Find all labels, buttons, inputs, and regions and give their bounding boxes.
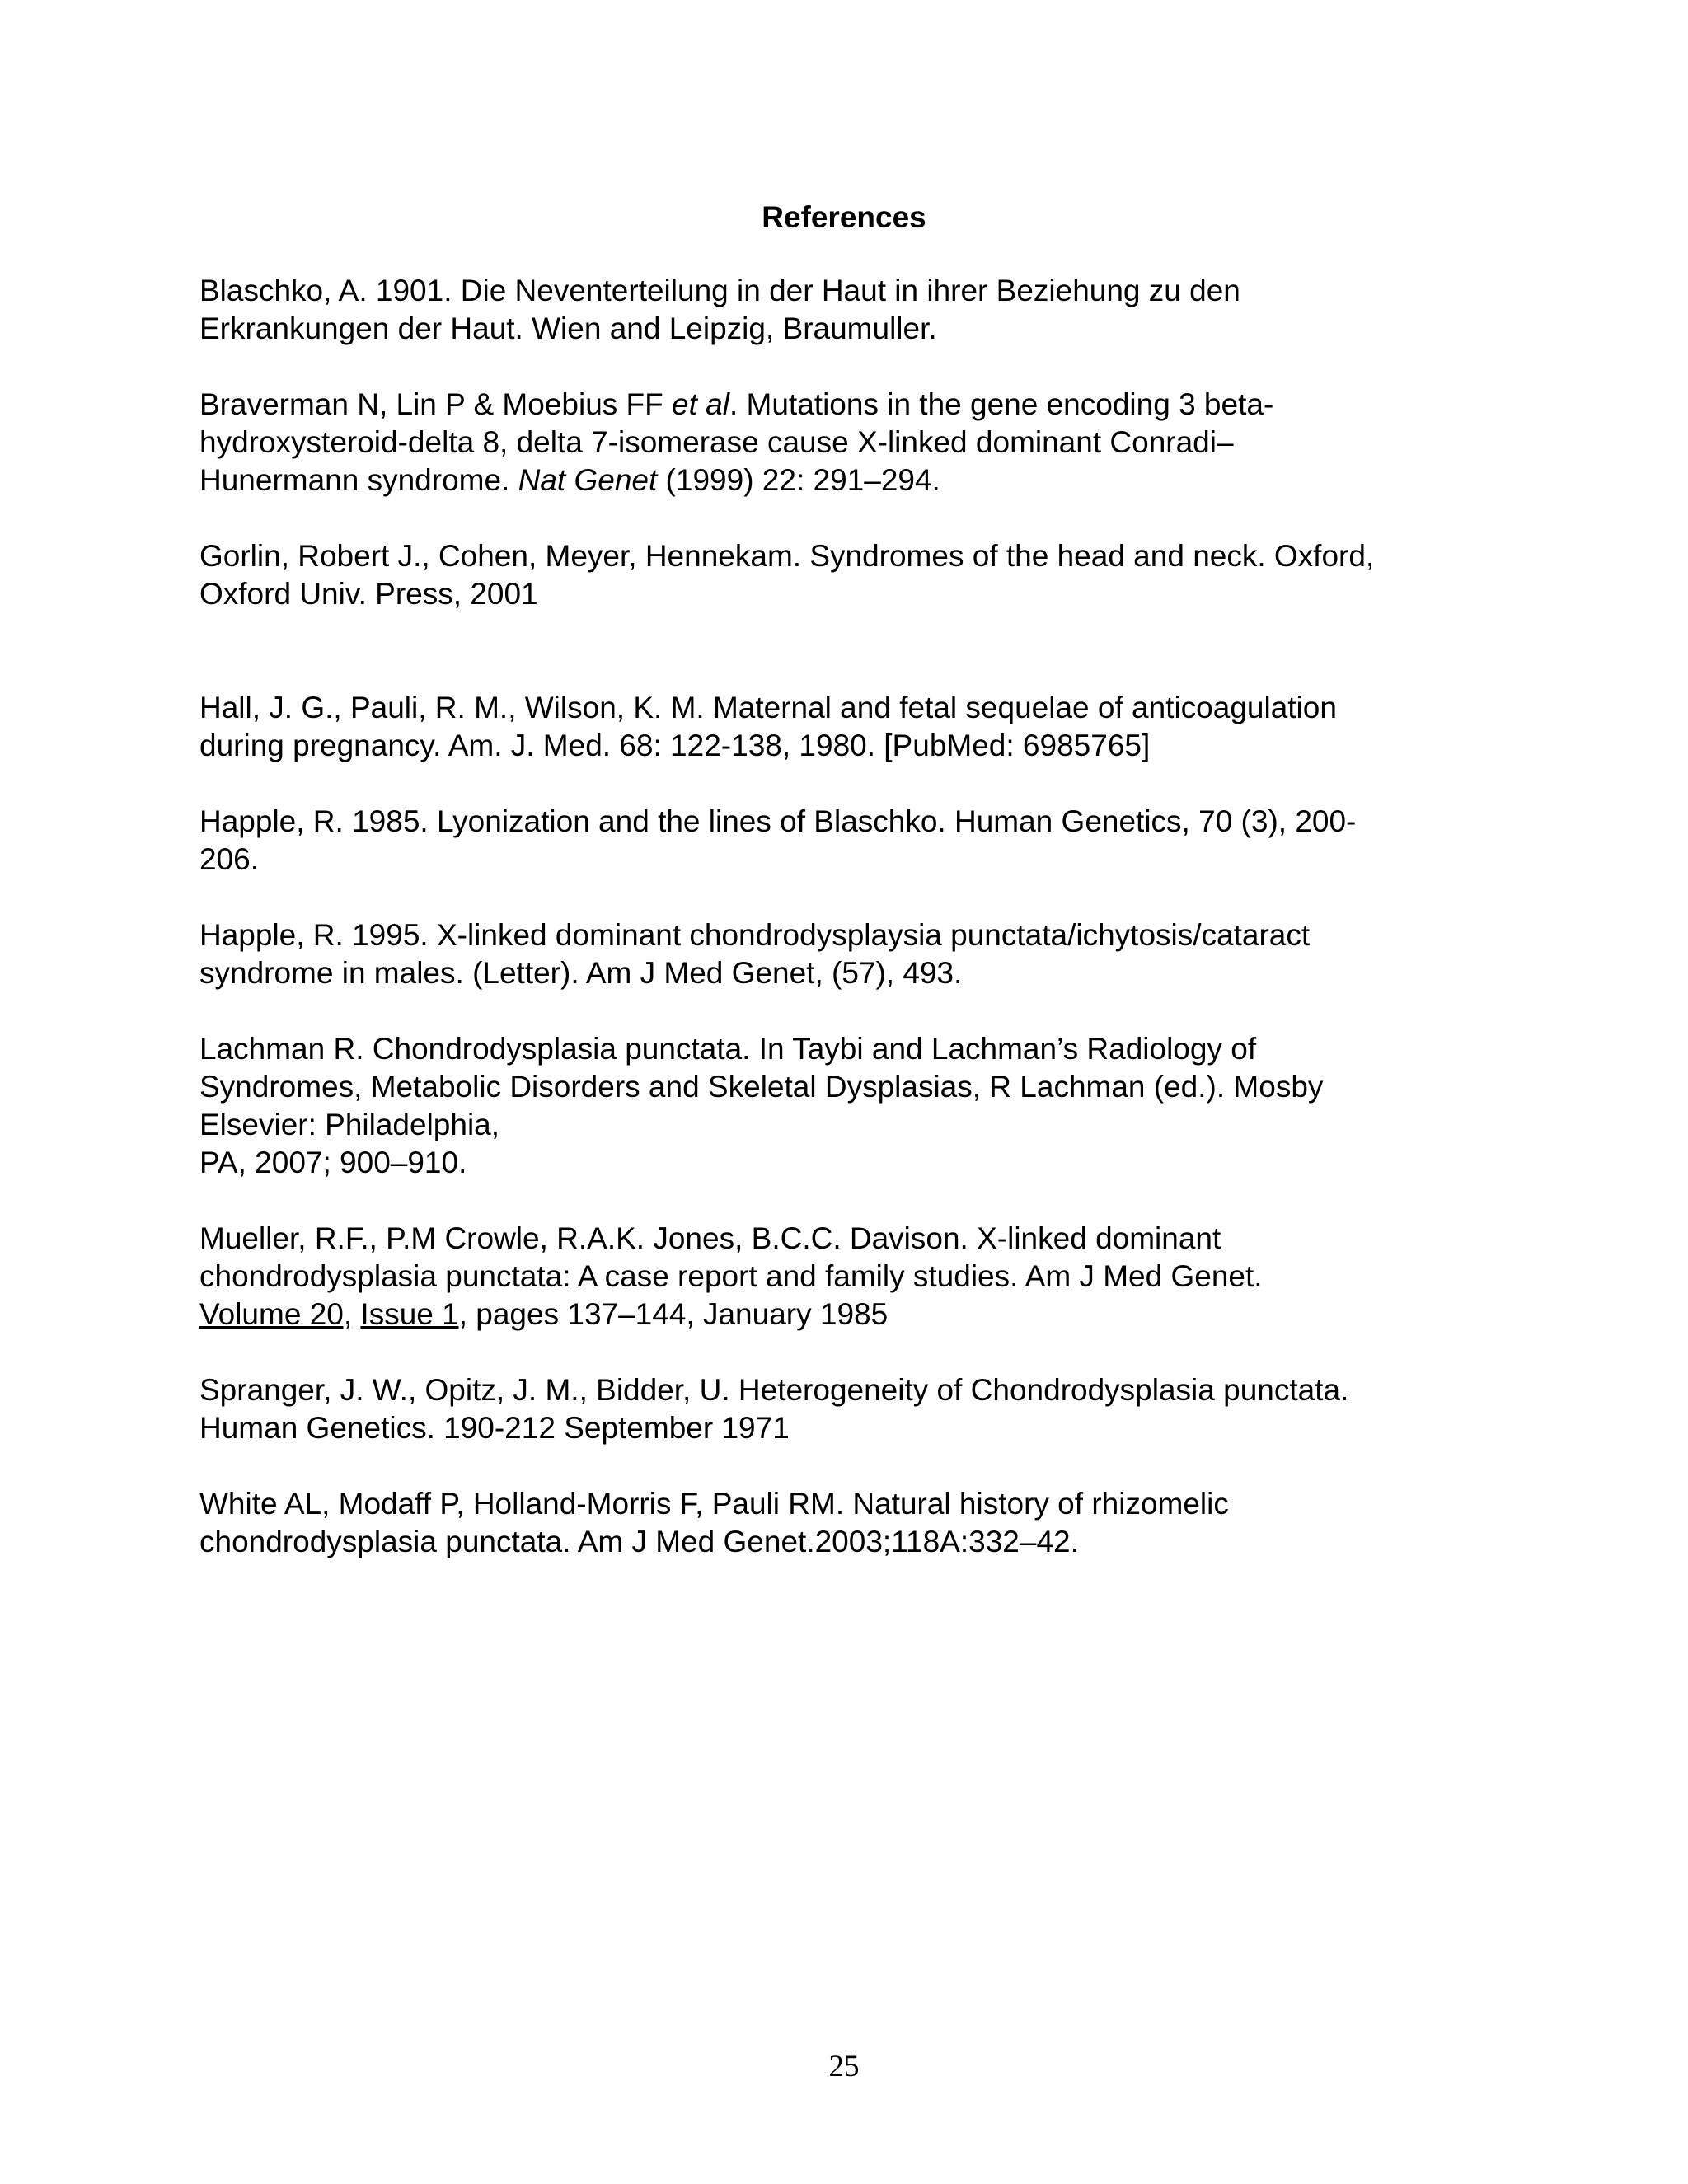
reference-line	[199, 1485, 1502, 1523]
reference-line	[199, 537, 1502, 575]
reference-entry	[199, 272, 1502, 348]
reference-text: Spranger, J. W., Opitz, J. M., Bidder, U. Heterogeneity of Chondrodysplasia punctata.	[199, 1373, 1349, 1407]
reference-text: Braverman N, Lin P & Moebius FF	[199, 387, 673, 421]
reference-line	[199, 841, 1502, 879]
references-heading: References	[762, 200, 926, 234]
reference-line	[199, 310, 1502, 348]
references-list	[199, 272, 1502, 1599]
reference-text: PA, 2007; 900–910.	[199, 1146, 467, 1179]
reference-text: . Mutations in the gene encoding 3 beta-	[729, 387, 1274, 421]
reference-text: (1999) 22: 291–294.	[657, 463, 940, 497]
reference-line	[199, 575, 1502, 613]
reference-text: 206.	[199, 842, 260, 876]
reference-text: Elsevier: Philadelphia,	[199, 1108, 500, 1141]
reference-line	[199, 1106, 1502, 1144]
reference-entry	[199, 1371, 1502, 1447]
reference-text: Happle, R. 1985. Lyonization and the lines of Blaschko. Human Genetics, 70 (3), 200-	[199, 804, 1357, 838]
reference-line	[199, 386, 1502, 424]
reference-entry	[199, 386, 1502, 499]
reference-text: Oxford Univ. Press, 2001	[199, 577, 538, 611]
reference-line	[199, 689, 1502, 727]
reference-text: Gorlin, Robert J., Cohen, Meyer, Hennekam. Syndromes of the head and neck. Oxford,	[199, 539, 1375, 573]
reference-entry	[199, 537, 1502, 613]
reference-text: during pregnancy. Am. J. Med. 68: 122-138, 1980. [PubMed: 6985765]	[199, 729, 1151, 762]
reference-text: syndrome in males. (Letter). Am J Med Genet, (57), 493.	[199, 956, 963, 990]
reference-text: hydroxysteroid-delta 8, delta 7-isomerase cause X-linked dominant Conradi–	[199, 425, 1234, 459]
reference-text: Hunermann syndrome.	[199, 463, 518, 497]
reference-entry	[199, 916, 1502, 992]
reference-text: Erkrankungen der Haut. Wien and Leipzig, Braumuller.	[199, 312, 937, 345]
reference-line	[199, 1523, 1502, 1561]
underlined-text: Issue 1,	[360, 1297, 467, 1331]
reference-line	[199, 462, 1502, 499]
reference-line	[199, 1296, 1502, 1333]
reference-entry	[199, 803, 1502, 879]
reference-line	[199, 272, 1502, 310]
reference-line	[199, 1030, 1502, 1068]
reference-line	[199, 1144, 1502, 1182]
reference-entry	[199, 1030, 1502, 1182]
reference-line	[199, 727, 1502, 765]
reference-text: Hall, J. G., Pauli, R. M., Wilson, K. M. Maternal and fetal sequelae of anticoagulation	[199, 691, 1337, 724]
reference-text: pages 137–144, January 1985	[467, 1297, 889, 1331]
reference-text: Syndromes, Metabolic Disorders and Skeletal Dysplasias, R Lachman (ed.). Mosby	[199, 1070, 1324, 1104]
reference-line	[199, 424, 1502, 462]
reference-text: Lachman R. Chondrodysplasia punctata. In Taybi and Lachman’s Radiology of	[199, 1032, 1257, 1066]
reference-text: chondrodysplasia punctata: A case report and family studies. Am J Med Genet.	[199, 1259, 1263, 1293]
reference-text: White AL, Modaff P, Holland-Morris F, Pauli RM. Natural history of rhizomelic	[199, 1487, 1229, 1521]
reference-line	[199, 1258, 1502, 1296]
reference-text	[352, 1297, 360, 1331]
reference-line	[199, 1409, 1502, 1447]
reference-line	[199, 1220, 1502, 1258]
reference-line	[199, 916, 1502, 954]
underlined-text: Volume 20,	[199, 1297, 353, 1331]
reference-text: Mueller, R.F., P.M Crowle, R.A.K. Jones, B.C.C. Davison. X-linked dominant	[199, 1221, 1221, 1255]
reference-text: Happle, R. 1995. X-linked dominant chondrodysplaysia punctata/ichytosis/cataract	[199, 918, 1311, 952]
reference-entry	[199, 689, 1502, 765]
reference-line	[199, 1371, 1502, 1409]
reference-line	[199, 803, 1502, 841]
reference-text: Human Genetics. 190-212 September 1971	[199, 1411, 790, 1445]
italic-text: Nat Genet	[518, 463, 658, 497]
reference-line	[199, 1068, 1502, 1106]
italic-text: et al	[672, 387, 729, 421]
reference-text: Blaschko, A. 1901. Die Neventerteilung in der Haut in ihrer Beziehung zu den	[199, 274, 1240, 307]
page-number: 25	[828, 2050, 860, 2083]
reference-text: chondrodysplasia punctata. Am J Med Genet.2003;118A:332–42.	[199, 1525, 1079, 1558]
reference-entry	[199, 1220, 1502, 1333]
reference-line	[199, 954, 1502, 992]
reference-entry	[199, 1485, 1502, 1561]
